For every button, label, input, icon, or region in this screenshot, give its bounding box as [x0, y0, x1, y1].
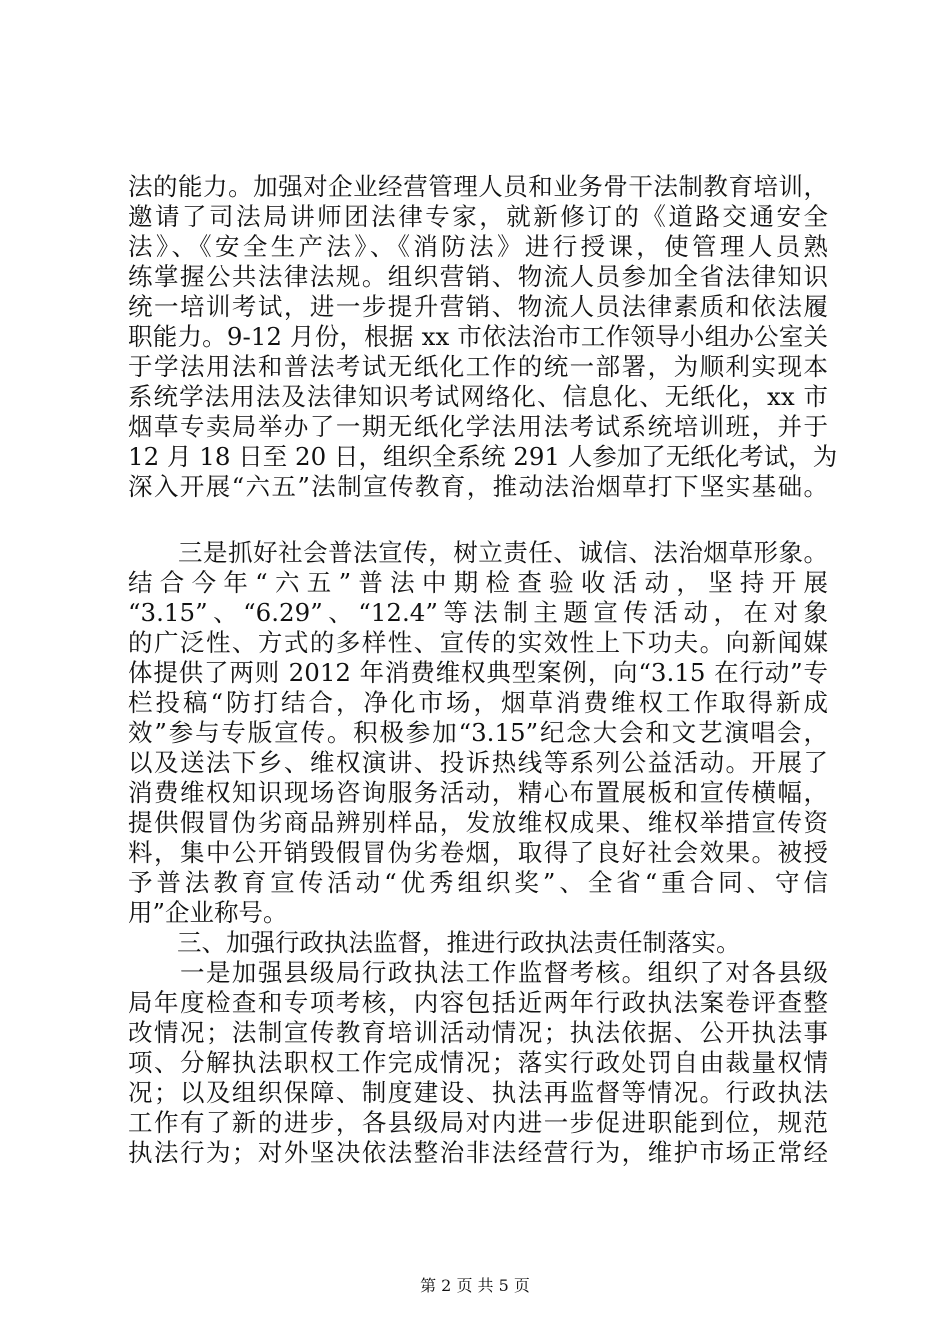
text-line: 项、分解执法职权工作完成情况；落实行政处罚自由裁量权情	[128, 1048, 828, 1077]
text-line: 12 月 18 日至 20 日，组织全系统 291 人参加了无纸化考试，为	[128, 442, 838, 471]
text-line: 邀请了司法局讲师团法律专家，就新修订的《道路交通安全	[128, 202, 828, 231]
text-line: 一是加强县级局行政执法工作监督考核。组织了对各县级	[128, 958, 828, 987]
text-line: 局年度检查和专项考核，内容包括近两年行政执法案卷评查整	[128, 988, 828, 1017]
text-line: 结合今年“六五”普法中期检查验收活动，坚持开展	[128, 568, 828, 597]
section-heading-law-enforcement	[128, 928, 828, 958]
text-line: 效”参与专版宣传。积极参加“3.15”纪念大会和文艺演唱会，	[128, 718, 828, 747]
text-line: 系统学法用法及法律知识考试网络化、信息化、无纸化，xx 市	[128, 382, 828, 411]
text-line: 消费维权知识现场咨询服务活动，精心布置展板和宣传横幅，	[128, 778, 828, 807]
text-line: 法的能力。加强对企业经营管理人员和业务骨干法制教育培训，	[128, 172, 828, 201]
document-body	[128, 172, 838, 1168]
text-line: 体提供了两则 2012 年消费维权典型案例，向“3.15 在行动”专	[128, 658, 828, 687]
text-line: “3.15”、“6.29”、“12.4”等法制主题宣传活动，在对象	[128, 598, 828, 627]
paragraph-county-supervision	[128, 958, 828, 1168]
text-line: 提供假冒伪劣商品辨别样品，发放维权成果、维权举措宣传资	[128, 808, 828, 837]
text-line: 练掌握公共法律法规。组织营销、物流人员参加全省法律知识	[128, 262, 828, 291]
text-line: 深入开展“六五”法制宣传教育，推动法治烟草打下坚实基础。	[128, 472, 828, 501]
text-line: 栏投稿“防打结合，净化市场，烟草消费维权工作取得新成	[128, 688, 828, 717]
text-line: 统一培训考试，进一步提升营销、物流人员法律素质和依法履	[128, 292, 828, 321]
section-heading: 三、加强行政执法监督，推进行政执法责任制落实。	[128, 928, 741, 957]
page-footer	[0, 1276, 950, 1296]
text-line: 用”企业称号。	[128, 898, 288, 927]
text-line: 工作有了新的进步，各县级局对内进一步促进职能到位，规范	[128, 1108, 828, 1137]
text-line: 况；以及组织保障、制度建设、执法再监督等情况。行政执法	[128, 1078, 828, 1107]
text-line: 法》、《安全生产法》、《消防法》进行授课，使管理人员熟	[128, 232, 828, 261]
text-line: 烟草专卖局举办了一期无纸化学法用法考试系统培训班，并于	[128, 412, 828, 441]
text-line: 执法行为；对外坚决依法整治非法经营行为，维护市场正常经	[128, 1138, 828, 1167]
text-line: 以及送法下乡、维权演讲、投诉热线等系列公益活动。开展了	[128, 748, 828, 777]
text-line: 于学法用法和普法考试无纸化工作的统一部署，为顺利实现本	[128, 352, 828, 381]
text-line: 职能力。9-12 月份，根据 xx 市依法治市工作领导小组办公室关	[128, 322, 828, 351]
paragraph-public-legal-education	[128, 538, 828, 928]
text-line: 三是抓好社会普法宣传，树立责任、诚信、法治烟草形象。	[128, 538, 828, 567]
text-line: 予普法教育宣传活动“优秀组织奖”、全省“重合同、守信	[128, 868, 828, 897]
text-line: 料，集中公开销毁假冒伪劣卷烟，取得了良好社会效果。被授	[128, 838, 828, 867]
text-line: 的广泛性、方式的多样性、宣传的实效性上下功夫。向新闻媒	[128, 628, 828, 657]
paragraph-legal-training	[128, 172, 838, 502]
page-number: 第 2 页 共 5 页	[420, 1276, 530, 1295]
text-line: 改情况；法制宣传教育培训活动情况；执法依据、公开执法事	[128, 1018, 828, 1047]
paragraph-gap	[128, 502, 828, 538]
